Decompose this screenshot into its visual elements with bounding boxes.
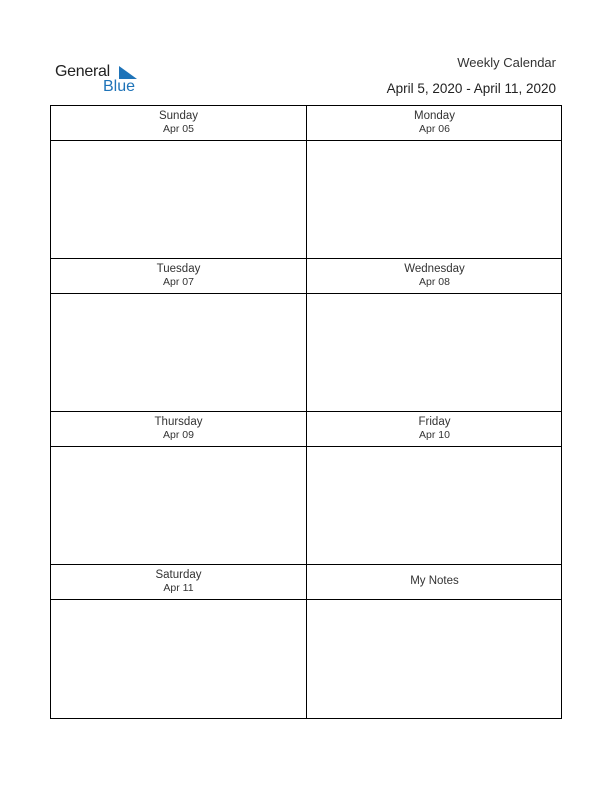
day-name: Saturday xyxy=(155,569,202,581)
day-cell-wednesday[interactable] xyxy=(307,294,562,411)
notes-label: My Notes xyxy=(410,575,459,587)
day-date: Apr 05 xyxy=(163,123,194,135)
day-name: Friday xyxy=(418,416,451,428)
day-header-wednesday xyxy=(307,259,562,294)
day-name: Sunday xyxy=(158,110,198,122)
logo-word-general: General xyxy=(55,63,110,80)
notes-cell[interactable] xyxy=(307,600,562,718)
day-date: Apr 10 xyxy=(419,429,450,441)
page-title: Weekly Calendar xyxy=(457,55,556,70)
day-header-saturday xyxy=(51,565,306,600)
day-name: Monday xyxy=(414,110,455,122)
notes-header xyxy=(307,565,562,600)
day-date: Apr 11 xyxy=(163,582,194,594)
day-date: Apr 06 xyxy=(419,123,450,135)
day-name: Thursday xyxy=(154,416,203,428)
day-cell-friday[interactable] xyxy=(307,447,562,564)
day-date: Apr 09 xyxy=(163,429,194,441)
day-cell-sunday[interactable] xyxy=(51,141,306,258)
day-header-thursday xyxy=(51,412,306,447)
day-header-monday xyxy=(307,106,562,141)
day-header-tuesday xyxy=(51,259,306,294)
day-cell-monday[interactable] xyxy=(307,141,562,258)
general-blue-logo xyxy=(55,63,145,99)
day-cell-tuesday[interactable] xyxy=(51,294,306,411)
day-date: Apr 07 xyxy=(163,276,194,288)
day-name: Wednesday xyxy=(404,263,465,275)
day-date: Apr 08 xyxy=(419,276,450,288)
day-name: Tuesday xyxy=(156,263,201,275)
logo-word-blue: Blue xyxy=(103,78,136,95)
calendar-grid xyxy=(50,105,562,719)
day-header-friday xyxy=(307,412,562,447)
day-header-sunday xyxy=(51,106,306,141)
date-range: April 5, 2020 - April 11, 2020 xyxy=(386,81,556,96)
day-cell-thursday[interactable] xyxy=(51,447,306,564)
day-cell-saturday[interactable] xyxy=(51,600,306,718)
